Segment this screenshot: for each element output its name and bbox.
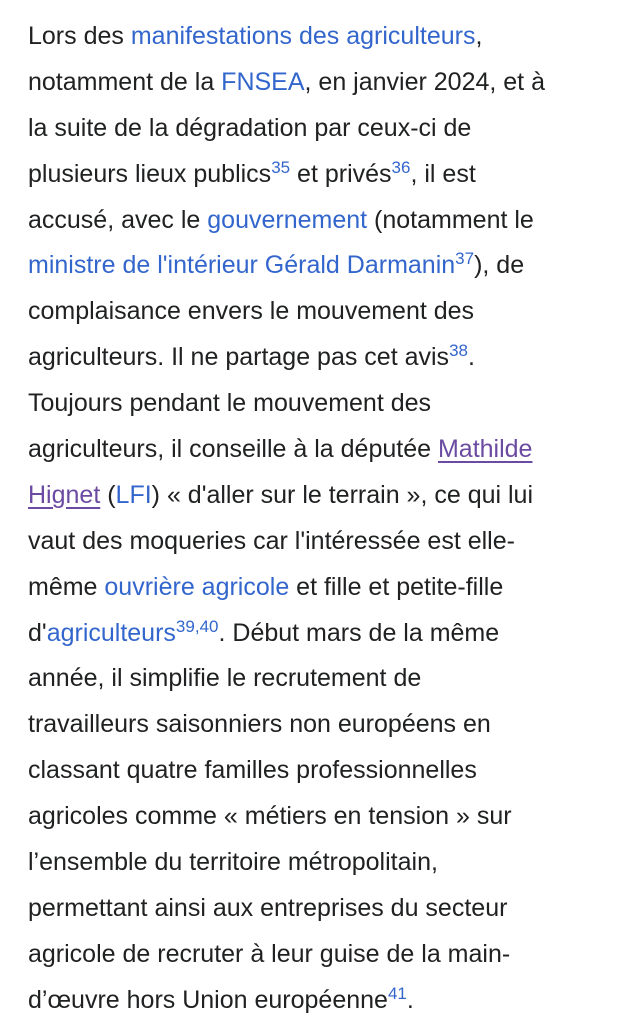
text-line <box>28 289 600 335</box>
reference-41[interactable]: 41 <box>387 983 407 1003</box>
reference-35[interactable]: 35 <box>271 157 291 177</box>
text: ) « d'aller sur le terrain », ce qui lui <box>151 480 534 509</box>
text: . <box>467 343 475 372</box>
reference-40[interactable]: 40 <box>199 616 219 636</box>
text-line <box>28 656 600 702</box>
text-line <box>28 519 600 565</box>
link-manifestations-des-agriculteurs[interactable]: manifestations des agriculteurs <box>130 22 476 50</box>
text: l’ensemble du territoire métropolitain, <box>28 848 438 877</box>
text: notamment de la <box>28 67 222 96</box>
link-mathilde-hignet[interactable]: Mathilde <box>437 435 533 464</box>
link-mathilde-hignet[interactable]: Hignet <box>28 480 101 509</box>
text-line <box>28 473 600 519</box>
text-line <box>28 243 600 289</box>
text-line <box>28 152 600 198</box>
text-line <box>28 702 600 748</box>
text: agriculteurs. Il ne partage pas cet avis <box>28 343 450 372</box>
text: vaut des moqueries car l'intéressée est elle- <box>28 526 515 555</box>
link-ouvriere-agricole[interactable]: ouvrière agricole <box>104 572 290 601</box>
text: plusieurs lieux publics <box>28 159 272 188</box>
text: , il est <box>410 159 476 188</box>
text-line <box>28 381 600 427</box>
text: agricole de recruter à leur guise de la main- <box>28 939 511 968</box>
text: agriculteurs, il conseille à la députée <box>28 435 438 464</box>
text: agricoles comme « métiers en tension » sur <box>28 802 512 831</box>
text: , en janvier 2024, et à <box>304 67 545 96</box>
link-fnsea[interactable]: FNSEA <box>221 67 305 96</box>
text-line <box>28 565 600 611</box>
link-gouvernement[interactable]: gouvernement <box>207 205 368 234</box>
text: d’œuvre hors Union européenne <box>28 985 388 1014</box>
text: ), de <box>474 251 525 280</box>
text-line <box>28 611 600 657</box>
text-line <box>28 14 600 60</box>
text: la suite de la dégradation par ceux-ci de <box>28 113 472 142</box>
reference-separator: , <box>194 616 200 636</box>
text-line <box>28 106 600 152</box>
article-paragraph <box>28 14 600 1024</box>
text-line <box>28 794 600 840</box>
text-line <box>28 840 600 886</box>
text: année, il simplifie le recrutement de <box>28 664 422 693</box>
text-line <box>28 427 600 473</box>
reference-37[interactable]: 37 <box>455 249 475 269</box>
text: permettant ainsi aux entreprises du secteur <box>28 893 508 922</box>
text: (notamment le <box>367 205 534 234</box>
text: . <box>406 985 414 1014</box>
text-line <box>28 978 600 1024</box>
link-lfi[interactable]: LFI <box>115 480 152 509</box>
reference-39[interactable]: 39 <box>175 616 195 636</box>
text-line <box>28 198 600 244</box>
reference-38[interactable]: 38 <box>449 341 468 361</box>
text: même <box>28 572 105 601</box>
text: classant quatre familles professionnelles <box>28 756 477 785</box>
text: ( <box>100 480 116 509</box>
text: Lors des <box>28 22 131 50</box>
text: , <box>475 22 483 50</box>
text: accusé, avec le <box>28 205 208 234</box>
text: . Début mars de la même <box>218 618 500 647</box>
text-line <box>28 748 600 794</box>
text-line <box>28 932 600 978</box>
text-line <box>28 60 600 106</box>
link-ministre-interieur-gerald-darmanin[interactable]: ministre de l'intérieur Gérald Darmanin <box>28 251 456 280</box>
text-line <box>28 335 600 381</box>
text: et fille et petite-fille <box>289 572 504 601</box>
link-agriculteurs[interactable]: agriculteurs <box>46 618 176 647</box>
reference-36[interactable]: 36 <box>391 157 411 177</box>
text-line <box>28 886 600 932</box>
text: Toujours pendant le mouvement des <box>28 389 432 418</box>
text: travailleurs saisonniers non européens en <box>28 710 491 739</box>
text: d' <box>28 618 47 647</box>
text: et privés <box>290 159 392 188</box>
text: complaisance envers le mouvement des <box>28 297 475 326</box>
